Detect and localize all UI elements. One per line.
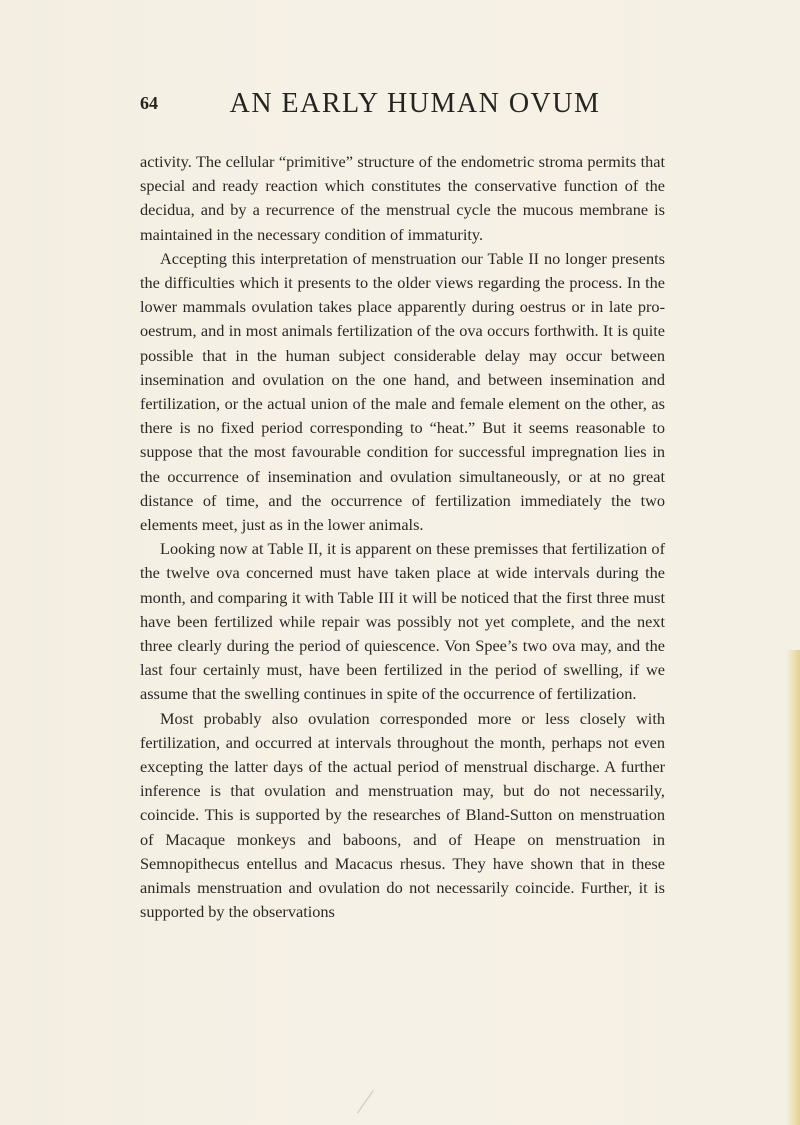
page-header — [140, 88, 660, 128]
body-text — [140, 150, 665, 925]
paragraph: Looking now at Table II, it is apparent on these premisses that fertilization of the twelve ova concerned must have taken place at wide intervals during the month, and comparing it with Table III it will be noticed that the first three must have been fertilized while repair was possibly not yet complete, and the next three clearly during the period of quiescence. Von Spee’s two ova may, and the last four certainly must, have been fertilized in the period of swelling, if we assume that the swelling continues in spite of the occurrence of fertilization. — [140, 539, 665, 704]
paragraph: Accepting this interpretation of menstruation our Table II no longer presents the difficulties which it presents to the older views regarding the process. In the lower mammals ovulation takes place apparently during oestrus or in late pro-oestrum, and in most animals fertilization of the ova occurs forthwith. It is quite possible that in the human subject considerable delay may occur between insemination and ovulation on the one hand, and between insemination and fertilization, or the actual union of the male and female element on the other, as there is no fixed period corresponding to “heat.” But it seems reasonable to suppose that the most favourable condition for successful impregnation lies in the occurrence of insemination and ovulation simultaneously, or at no great distance of time, and the occurrence of fertilization immediately the two elements meet, just as in the lower animals. — [140, 248, 665, 535]
running-title: AN EARLY HUMAN OVUM — [229, 88, 601, 119]
page-number: 64 — [140, 93, 158, 113]
page-edge-discoloration — [786, 650, 800, 1125]
pencil-mark — [357, 1090, 385, 1122]
paragraph: Most probably also ovulation corresponded more or less closely with fertilization, and occurred at intervals throughout the month, perhaps not even excepting the latter days of the actual period of menstrual discharge. A further inference is that ovulation and menstruation may, but do not necessarily, coincide. This is supported by the researches of Bland-Sutton on menstruation of Macaque monkeys and baboons, and of Heape on menstruation in Semnopithecus entellus and Macacus rhesus. They have shown that in these animals menstruation and ovulation do not necessarily coincide. Further, it is supported by the observations — [140, 708, 665, 922]
paragraph-continued: activity. The cellular “primitive” structure of the endometric stroma permits that special and ready reaction which constitutes the conservative function of the decidua, and by a recurrence of the menstrual cycle the mucous membrane is maintained in the necessary condition of immaturity. — [140, 152, 665, 244]
